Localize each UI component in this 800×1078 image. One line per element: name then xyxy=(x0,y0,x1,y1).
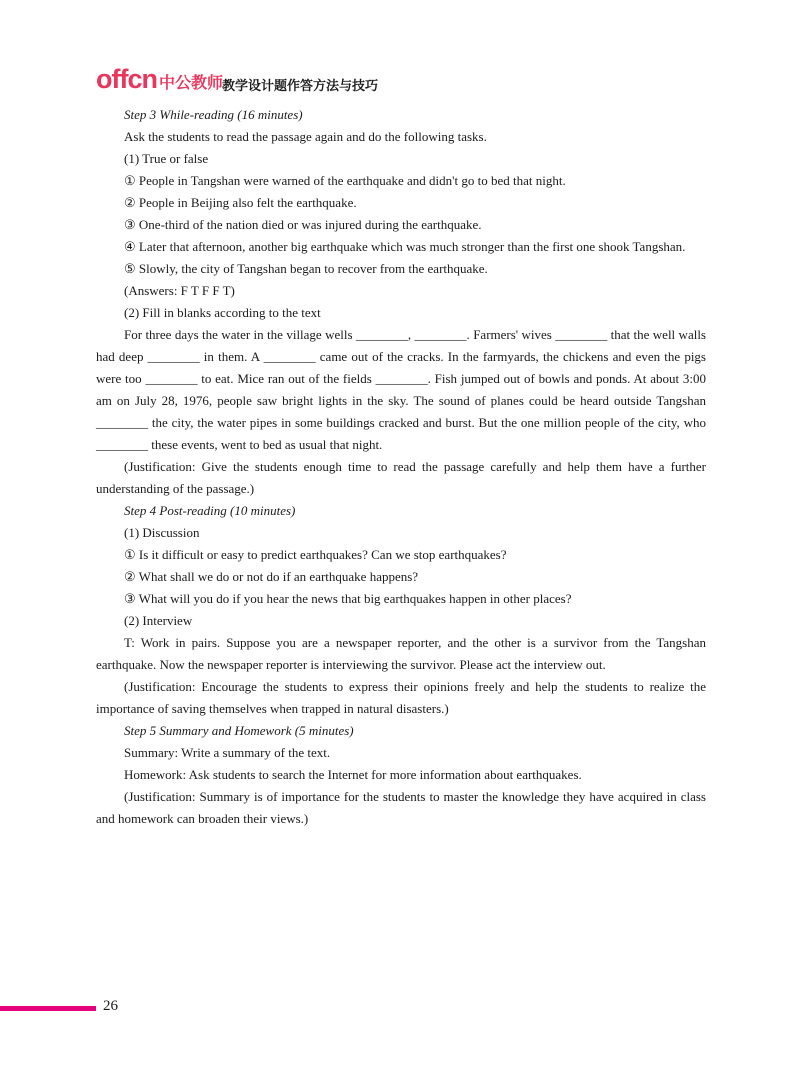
paragraph: ① People in Tangshan were warned of the earthquake and didn't go to bed that night. xyxy=(124,173,566,188)
paragraph: T: Work in pairs. Suppose you are a newspaper reporter, and the other is a survivor from the Tangshan earthquake. Now the newspaper reporter is interviewing the survivor. Please act the interview out. xyxy=(96,635,706,672)
offcn-logo xyxy=(96,64,223,95)
paragraph: ③ One-third of the nation died or was injured during the earthquake. xyxy=(124,217,482,232)
paragraph: Homework: Ask students to search the Internet for more information about earthquakes. xyxy=(124,767,582,782)
paragraph: (2) Fill in blanks according to the text xyxy=(124,305,321,320)
paragraph: Summary: Write a summary of the text. xyxy=(124,745,331,760)
paragraph: (Justification: Give the students enough time to read the passage carefully and help them have a further understanding of the passage.) xyxy=(96,459,706,496)
document-body xyxy=(96,104,706,830)
footer-accent-bar xyxy=(0,1006,96,1011)
paragraph: ④ Later that afternoon, another big earthquake which was much stronger than the first one shook Tangshan. xyxy=(124,239,686,254)
paragraph: Ask the students to read the passage again and do the following tasks. xyxy=(124,129,487,144)
step-heading: Step 5 Summary and Homework (5 minutes) xyxy=(124,723,354,738)
paragraph: (1) True or false xyxy=(124,151,209,166)
paragraph: (1) Discussion xyxy=(124,525,200,540)
paragraph: (Answers: F T F F T) xyxy=(124,283,235,298)
paragraph: For three days the water in the village wells ________, ________. Farmers' wives ________ that the well walls had deep ________ in them. A ________ came out of the cracks. In the farmyards, the chickens and even the pigs were too ________ to eat. Mice ran out of the fields ________. Fish jumped out of bowls and ponds. At about 3:00 am on July 28, 1976, people saw bright lights in the sky. The sound of planes could be heard outside Tangshan ________ the city, the water pipes in some buildings cracked and burst. But the one million people of the city, who ________ these events, went to bed as usual that night. xyxy=(96,327,706,452)
paragraph: (Justification: Summary is of importance for the students to master the knowledge they have acquired in class and homework can broaden their views.) xyxy=(96,789,706,826)
paragraph: ③ What will you do if you hear the news that big earthquakes happen in other places? xyxy=(124,591,572,606)
paragraph: (2) Interview xyxy=(124,613,193,628)
paragraph: ② People in Beijing also felt the earthquake. xyxy=(124,195,357,210)
page-number: 26 xyxy=(103,998,118,1014)
paragraph: ⑤ Slowly, the city of Tangshan began to recover from the earthquake. xyxy=(124,261,488,276)
paragraph: ① Is it difficult or easy to predict earthquakes? Can we stop earthquakes? xyxy=(124,547,507,562)
step-heading: Step 4 Post-reading (10 minutes) xyxy=(124,503,296,518)
step-heading: Step 3 While-reading (16 minutes) xyxy=(124,107,303,122)
logo-chinese-text: 中公教师 xyxy=(158,73,223,92)
paragraph: ② What shall we do or not do if an earthquake happens? xyxy=(124,569,419,584)
header-title: 教学设计题作答方法与技巧 xyxy=(222,79,379,94)
logo-offcn-text: offcn xyxy=(96,64,157,94)
page-header xyxy=(96,64,716,104)
paragraph: (Justification: Encourage the students to express their opinions freely and help the students to realize the importance of saving themselves when trapped in natural disasters.) xyxy=(96,679,706,716)
